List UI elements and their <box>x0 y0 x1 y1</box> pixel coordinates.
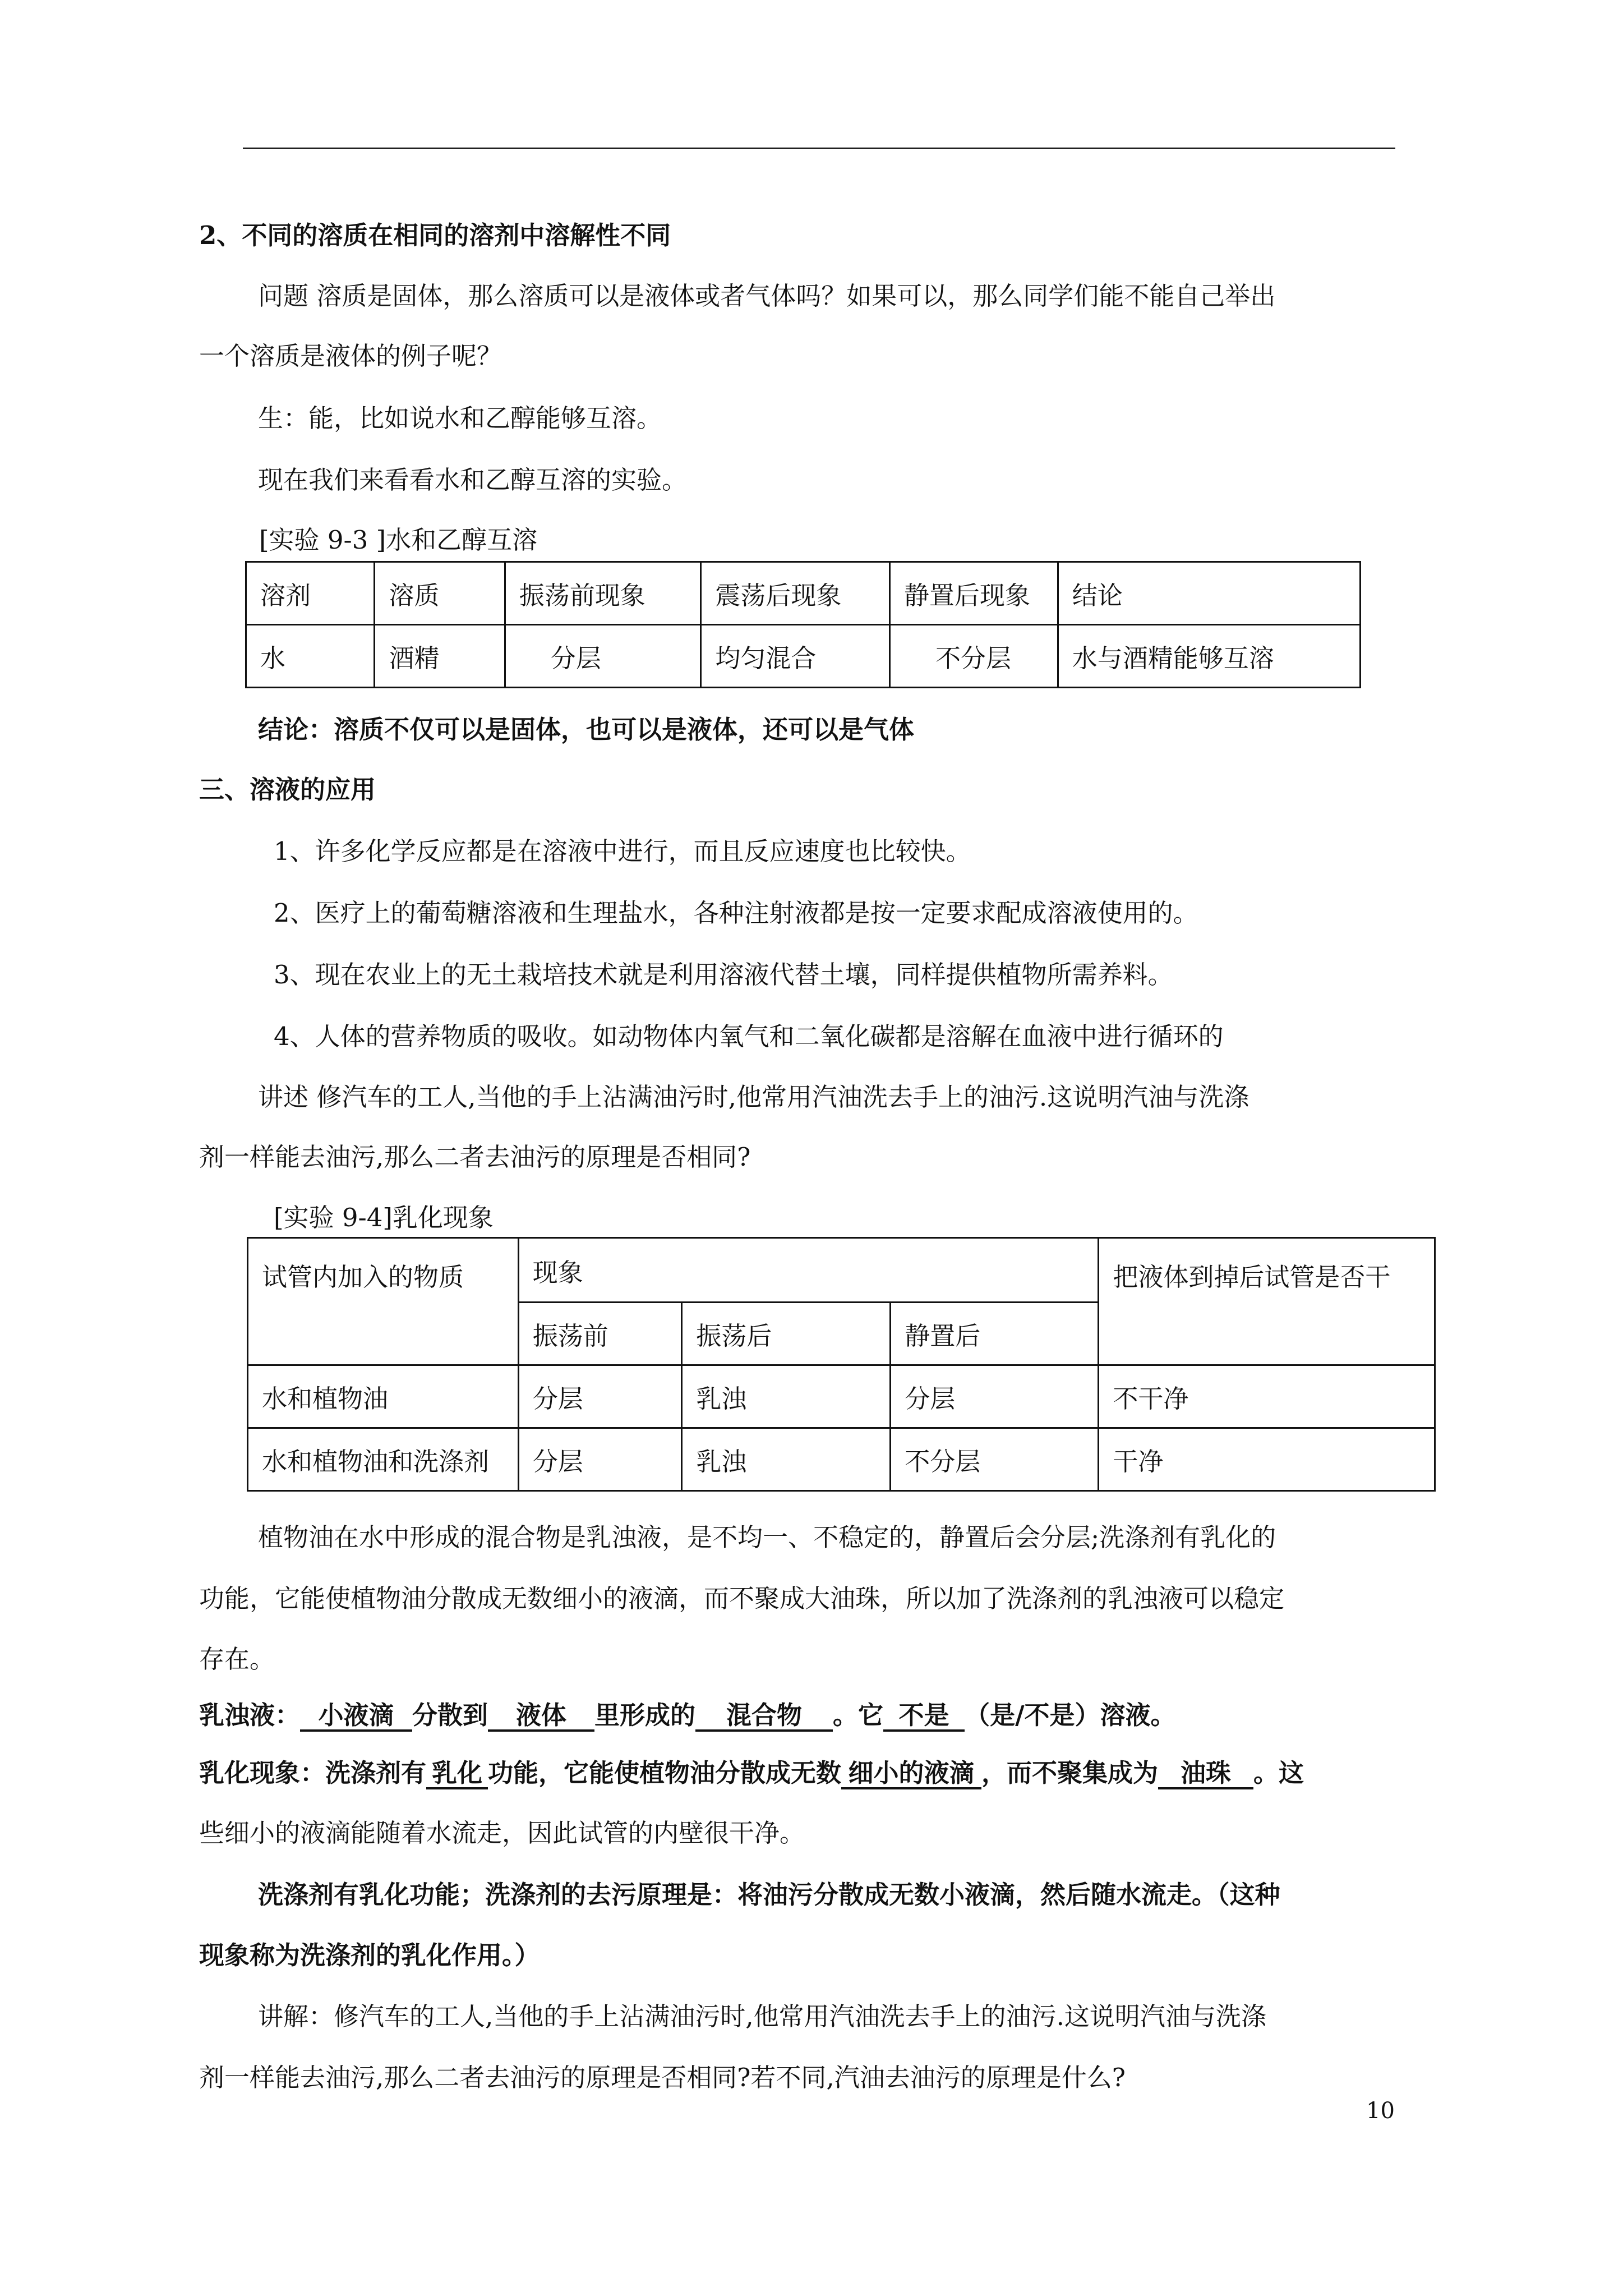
experiment-9-3-caption: [实验 9-3 ]水和乙醇互溶 <box>259 525 538 555</box>
table-header-cell: 结论 <box>1058 562 1360 625</box>
table-cell: 酒精 <box>375 625 505 688</box>
table-header-cell: 震荡后现象 <box>701 562 890 625</box>
table-cell: 不干净 <box>1099 1365 1435 1428</box>
substance-header: 试管内加入的物质 <box>248 1238 519 1365</box>
table-cell: 分层 <box>891 1365 1099 1428</box>
table-cell: 水 <box>246 625 375 688</box>
blank-answer: 细小的液滴 <box>841 1759 981 1789</box>
text-fragment: 。它 <box>833 1700 884 1730</box>
application-item-4: 4、人体的营养物质的吸收。如动物体内氧气和二氧化碳都是溶解在血液中进行循环的 <box>274 1022 1224 1051</box>
lecture-2-line-2: 剂一样能去油污,那么二者去油污的原理是否相同?若不同,汽油去油污的原理是什么? <box>199 2063 1126 2092</box>
principle-line-1: 洗涤剂有乳化功能；洗涤剂的去污原理是：将油污分散成无数小液滴，然后随水流走。（这种 <box>258 1880 1280 1910</box>
table-cell: 分层 <box>518 1428 681 1491</box>
before-shaking-header: 振荡前 <box>518 1303 681 1365</box>
experiment-9-3-table <box>245 561 1361 688</box>
blank-answer: 小液滴 <box>300 1701 412 1732</box>
question-line-2: 一个溶质是液体的例子呢？ <box>199 341 502 371</box>
table-cell: 分层 <box>505 625 701 688</box>
clean-header: 把液体到掉后试管是否干 <box>1099 1238 1435 1365</box>
text-fragment: 分散到 <box>412 1700 488 1730</box>
table-cell: 分层 <box>518 1365 681 1428</box>
table-cell: 干净 <box>1099 1428 1435 1491</box>
blank-answer: 油珠 <box>1158 1759 1253 1789</box>
table-row <box>246 625 1361 688</box>
conclusion: 结论：溶质不仅可以是固体，也可以是液体，还可以是气体 <box>258 715 915 744</box>
emulsification-line-2: 些细小的液滴能随着水流走，因此试管的内壁很干净。 <box>199 1818 805 1848</box>
table-cell: 乳浊 <box>682 1365 891 1428</box>
table-cell: 不分层 <box>889 625 1058 688</box>
lecture-1-line-1: 讲述 修汽车的工人,当他的手上沾满油污时,他常用汽油洗去手上的油污.这说明汽油与洗涤 <box>258 1082 1249 1112</box>
question-line-1: 问题 溶质是固体，那么溶质可以是液体或者气体吗？如果可以，那么同学们能不能自己举出 <box>258 281 1276 311</box>
emulsification-definition <box>199 1757 1304 1789</box>
phenomenon-header: 现象 <box>518 1238 1099 1303</box>
blank-answer: 不是 <box>883 1701 965 1732</box>
blank-answer: 乳化 <box>426 1759 488 1789</box>
table-cell: 均匀混合 <box>701 625 890 688</box>
blank-answer: 混合物 <box>695 1701 833 1732</box>
emulsion-definition <box>199 1700 1176 1732</box>
text-fragment: 里形成的 <box>594 1700 696 1730</box>
table-cell: 水与酒精能够互溶 <box>1058 625 1360 688</box>
emulsion-label: 乳浊液： <box>199 1700 301 1730</box>
table-header-row <box>246 562 1361 625</box>
after-shaking-header: 振荡后 <box>682 1303 891 1365</box>
table-header-cell: 溶剂 <box>246 562 375 625</box>
section-heading-2: 2、不同的溶质在相同的溶剂中溶解性不同 <box>199 220 671 250</box>
blank-answer: 液体 <box>488 1701 594 1732</box>
section-heading-3: 三、溶液的应用 <box>199 775 376 804</box>
application-item-1: 1、许多化学反应都是在溶液中进行，而且反应速度也比较快。 <box>274 836 971 866</box>
experiment-intro: 现在我们来看看水和乙醇互溶的实验。 <box>258 465 688 495</box>
application-item-3: 3、现在农业上的无土栽培技术就是利用溶液代替土壤，同样提供植物所需养料。 <box>274 960 1173 990</box>
table-cell: 不分层 <box>891 1428 1099 1491</box>
paragraph-line-1: 植物油在水中形成的混合物是乳浊液，是不均一、不稳定的，静置后会分层;洗涤剂有乳化的 <box>258 1522 1276 1552</box>
text-fragment: ，而不聚集成为 <box>981 1758 1159 1788</box>
student-answer: 生：能，比如说水和乙醇能够互溶。 <box>258 403 662 433</box>
experiment-9-4-table <box>247 1237 1436 1492</box>
lecture-1-line-2: 剂一样能去油污,那么二者去油污的原理是否相同? <box>199 1142 751 1172</box>
header-rule <box>243 148 1395 149</box>
table-cell: 乳浊 <box>682 1428 891 1491</box>
text-fragment: （是/不是）溶液。 <box>965 1700 1176 1730</box>
table-row <box>248 1428 1435 1491</box>
paragraph-line-3: 存在。 <box>199 1644 275 1674</box>
text-fragment: 乳化现象：洗涤剂有 <box>199 1758 427 1788</box>
application-item-2: 2、医疗上的葡萄糖溶液和生理盐水，各种注射液都是按一定要求配成溶液使用的。 <box>274 898 1198 928</box>
table-header-cell: 溶质 <box>375 562 505 625</box>
table-row <box>248 1365 1435 1428</box>
page-number: 10 <box>1366 2098 1395 2124</box>
after-resting-header: 静置后 <box>891 1303 1099 1365</box>
lecture-2-line-1: 讲解：修汽车的工人,当他的手上沾满油污时,他常用汽油洗去手上的油污.这说明汽油与洗涤 <box>258 2001 1266 2031</box>
principle-line-2: 现象称为洗涤剂的乳化作用。） <box>199 1940 540 1970</box>
text-fragment: 功能，它能使植物油分散成无数 <box>488 1758 842 1788</box>
table-header-cell: 振荡前现象 <box>505 562 701 625</box>
table-header-row <box>248 1238 1435 1303</box>
text-fragment: 。这 <box>1253 1758 1304 1788</box>
table-cell: 水和植物油 <box>248 1365 519 1428</box>
experiment-9-4-caption: [实验 9-4]乳化现象 <box>274 1203 494 1232</box>
paragraph-line-2: 功能，它能使植物油分散成无数细小的液滴，而不聚成大油珠，所以加了洗涤剂的乳浊液可以稳定 <box>199 1584 1285 1613</box>
table-cell: 水和植物油和洗涤剂 <box>248 1428 519 1491</box>
table-header-cell: 静置后现象 <box>889 562 1058 625</box>
